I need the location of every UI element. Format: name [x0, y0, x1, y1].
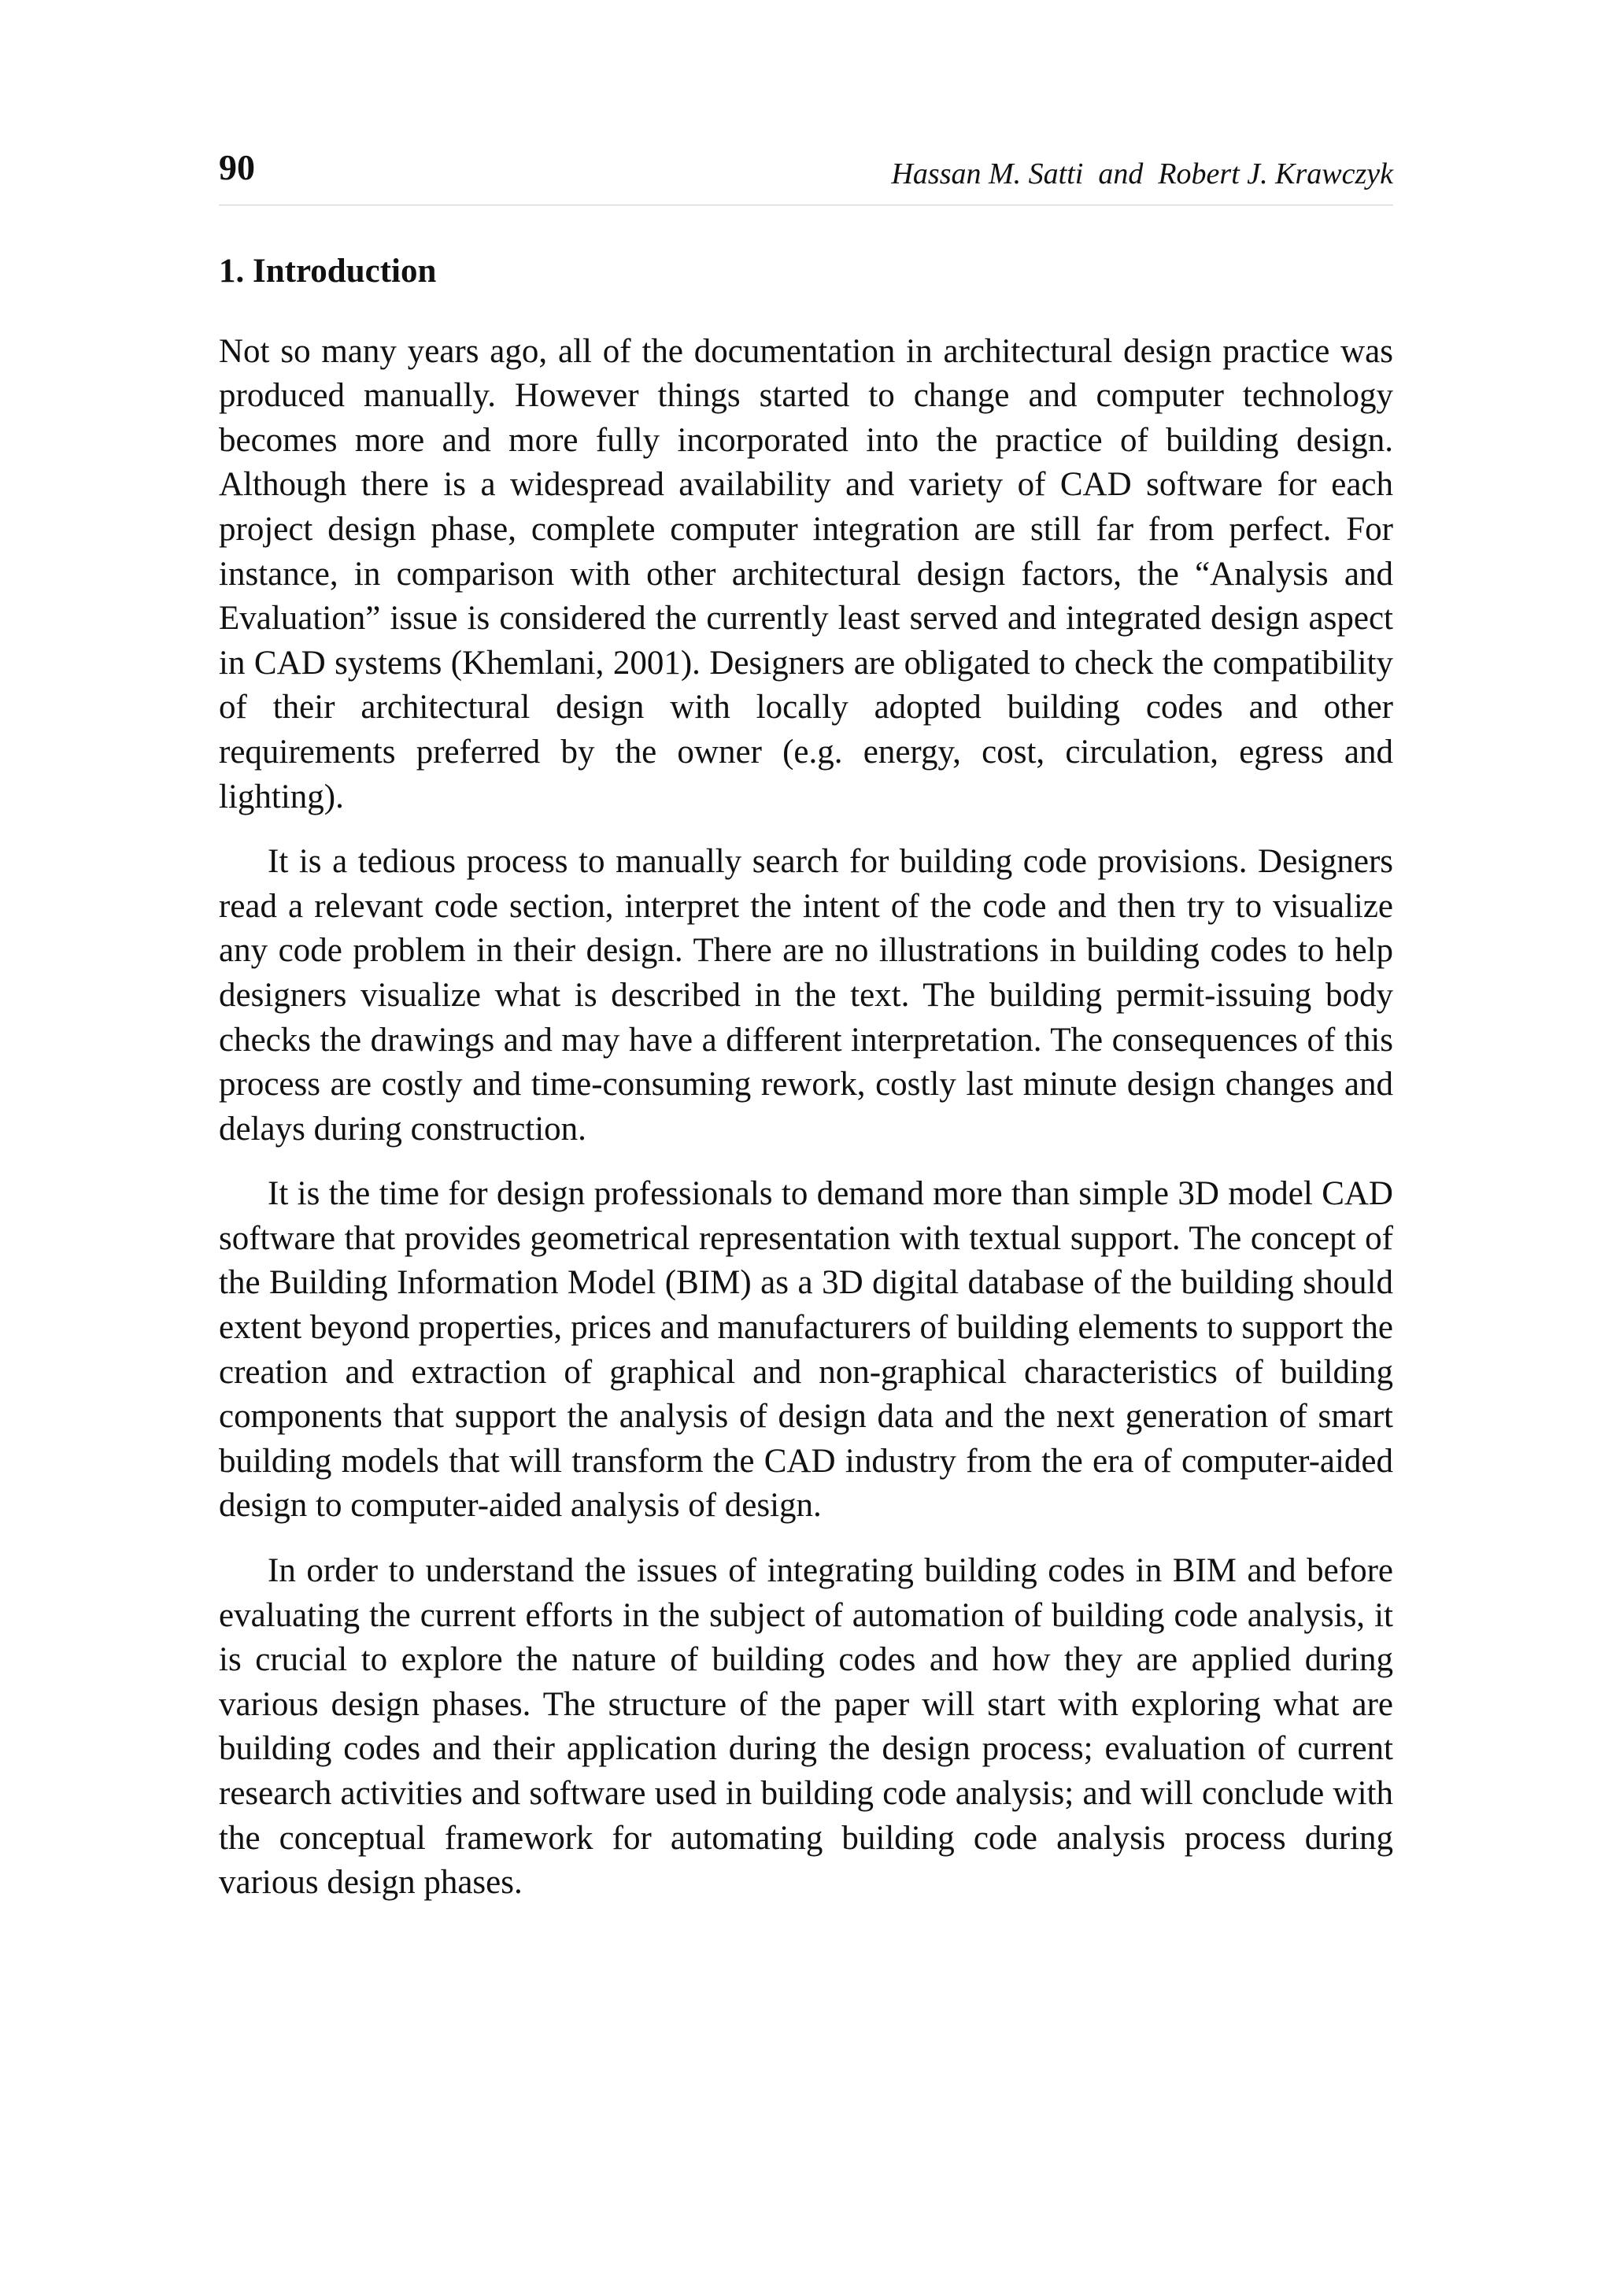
paragraph-4: In order to understand the issues of integrating building codes in BIM and before evaluating the current efforts in the subject of automation of building code analysis, it is crucial to explore the nature of building codes and how they are applied during various design phases. The structure of the paper will start with exploring what are building codes and their application during the design process; evaluation of current research activities and software used in building code analysis; and will conclude with the conceptual framework for automating building code analysis process during various design phases.: [219, 1552, 1393, 1902]
running-head-authors: Hassan M. Satti and Robert J. Krawczyk: [891, 157, 1393, 190]
section-heading: 1. Introduction: [219, 253, 437, 290]
document-page: [219, 147, 1393, 1906]
page-header: [219, 147, 1393, 205]
page-number: 90: [219, 147, 255, 187]
paragraph-1: Not so many years ago, all of the documentation in architectural design practice was produced manually. However things started to change and computer technology becomes more and more fully incorporated into the practice of building design. Although there is a widespread availability and variety of CAD software for each project design phase, complete computer integration are still far from perfect. For instance, in comparison with other architectural design factors, the “Analysis and Evaluation” issue is considered the currently least served and integrated design aspect in CAD systems (Khemlani, 2001). Designers are obligated to check the compatibility of their architectural design with locally adopted building codes and other requirements preferred by the owner (e.g. energy, cost, circulation, egress and lighting).: [219, 332, 1393, 815]
paragraph-3: It is the time for design professionals to demand more than simple 3D model CAD software that provides geometrical representation with textual support. The concept of the Building Information Model (BIM) as a 3D digital database of the building should extent beyond properties, prices and manufacturers of building elements to support the creation and extraction of graphical and non-graphical characteristics of building components that support the analysis of design data and the next generation of smart building models that will transform the CAD industry from the era of computer-aided design to computer-aided analysis of design.: [219, 1175, 1393, 1525]
body-text: [219, 330, 1393, 1906]
paragraph-2: It is a tedious process to manually search for building code provisions. Designers read a relevant code section, interpret the intent of the code and then try to visualize any code problem in their design. There are no illustrations in building codes to help designers visualize what is described in the text. The building permit-issuing body checks the drawings and may have a different interpretation. The consequences of this process are costly and time-consuming rework, costly last minute design changes and delays during construction.: [219, 843, 1393, 1148]
